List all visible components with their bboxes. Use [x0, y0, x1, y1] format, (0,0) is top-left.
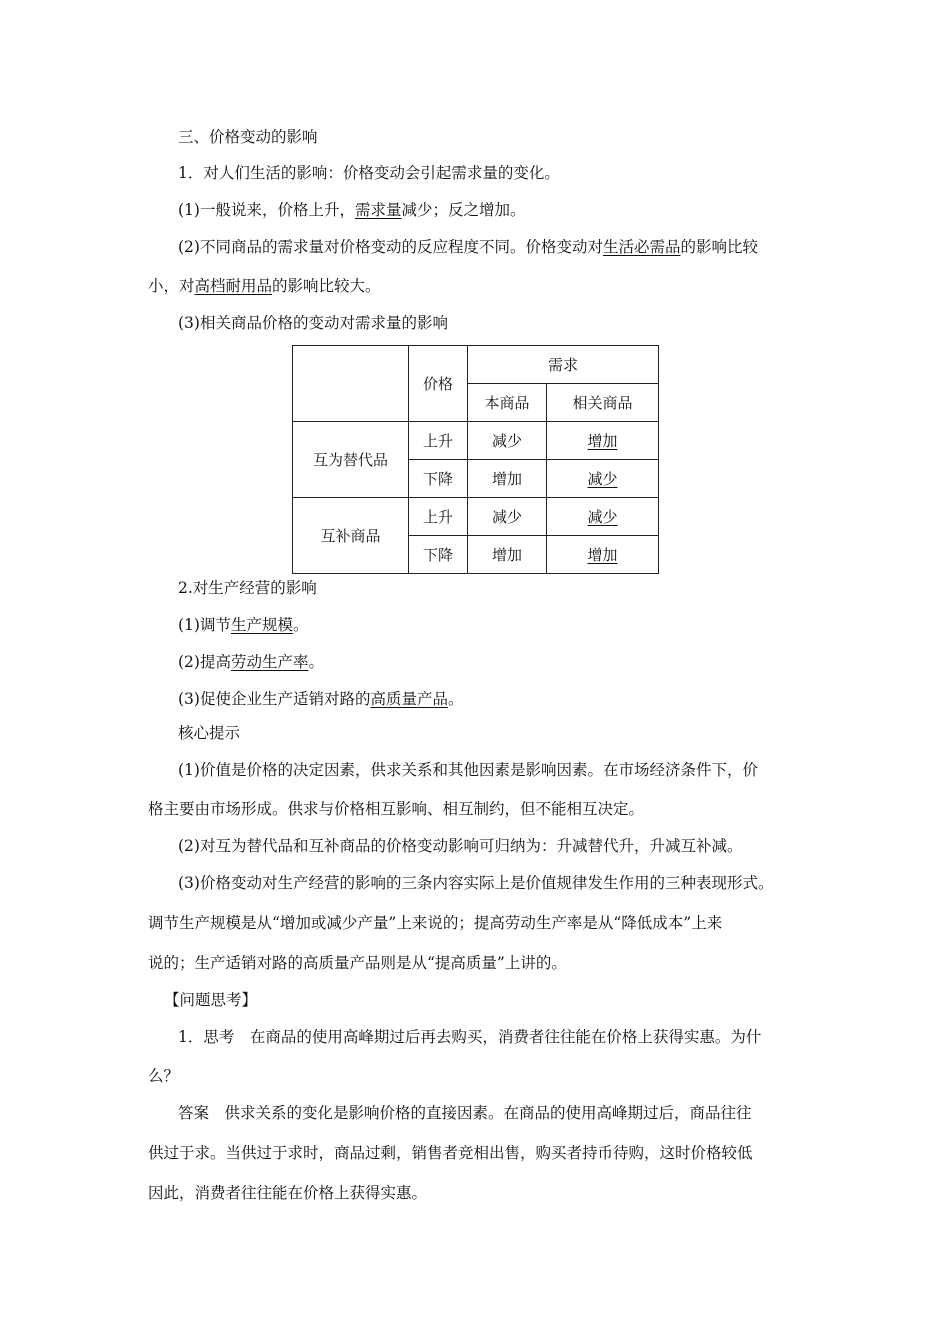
core-2: (2)对互为替代品和互补商品的价格变动影响可归纳为：升减替代升，升减互补减。 [178, 837, 743, 855]
underlined-term: 高档耐用品 [194, 277, 273, 295]
underlined-term: 高质量产品 [370, 690, 448, 708]
cell-this: 增加 [468, 460, 547, 498]
table-row [293, 498, 659, 536]
cell-related: 减少 [547, 460, 659, 498]
core-1-line2: 格主要由市场形成。供求与价格相互影响、相互制约，但不能相互决定。 [148, 800, 645, 818]
cell-this: 减少 [468, 498, 547, 536]
group-complements: 互补商品 [293, 498, 409, 574]
header-this-product: 本商品 [468, 384, 547, 422]
underlined-term: 劳动生产率 [230, 653, 309, 671]
paragraph-1: 1．对人们生活的影响：价格变动会引起需求量的变化。 [178, 164, 560, 182]
core-3-line2: 调节生产规模是从“增加或减少产量”上来说的；提高劳动生产率是从“降低成本”上来 [148, 914, 723, 932]
core-1-line1: (1)价值是价格的决定因素，供求关系和其他因素是影响因素。在市场经济条件下，价 [178, 761, 758, 779]
question-1-line1: 1．思考 在商品的使用高峰期过后再去购买，消费者往往能在价格上获得实惠。为什 [178, 1028, 762, 1046]
underlined-term: 生产规模 [230, 616, 293, 634]
paragraph-1-2-line1: (2)不同商品的需求量对价格变动的反应程度不同。价格变动对生活必需品的影响比较 [178, 238, 758, 256]
cell-price: 上升 [409, 422, 468, 460]
cell-price: 下降 [409, 460, 468, 498]
cell-related: 增加 [547, 536, 659, 574]
paragraph-2-2: (2)提高劳动生产率。 [178, 653, 324, 671]
cell-price: 上升 [409, 498, 468, 536]
answer-line3: 因此，消费者往往能在价格上获得实惠。 [148, 1184, 428, 1202]
table-row [293, 422, 659, 460]
paragraph-1-2-line2: 小，对高档耐用品的影响比较大。 [148, 277, 381, 295]
paragraph-2-1: (1)调节生产规模。 [178, 616, 309, 634]
table-corner-cell [293, 346, 409, 422]
question-1-line2: 么？ [148, 1067, 180, 1085]
answer-line1: 答案 供求关系的变化是影响价格的直接因素。在商品的使用高峰期过后，商品往往 [178, 1104, 752, 1122]
answer-line2: 供过于求。当供过于求时，商品过剩，销售者竞相出售，购买者持币待购，这时价格较低 [148, 1144, 753, 1162]
header-price: 价格 [409, 346, 468, 422]
core-3-line1: (3)价格变动对生产经营的影响的三条内容实际上是价值规律发生作用的三种表现形式。 [178, 874, 774, 892]
question-title: 【问题思考】 [164, 991, 258, 1009]
underlined-term: 生活必需品 [602, 238, 681, 256]
cell-this: 减少 [468, 422, 547, 460]
cell-related: 增加 [547, 422, 659, 460]
core-3-line3: 说的；生产适销对路的高质量产品则是从“提高质量”上讲的。 [148, 954, 567, 972]
price-effect-table [292, 345, 659, 574]
underlined-term: 需求量 [354, 201, 402, 219]
cell-this: 增加 [468, 536, 547, 574]
cell-related: 减少 [547, 498, 659, 536]
paragraph-1-1: (1)一般说来，价格上升，需求量减少；反之增加。 [178, 201, 526, 219]
header-demand: 需求 [468, 346, 659, 384]
header-related-product: 相关商品 [547, 384, 659, 422]
section-title: 三、价格变动的影响 [178, 128, 318, 146]
paragraph-1-3: (3)相关商品价格的变动对需求量的影响 [178, 314, 448, 332]
paragraph-2-3: (3)促使企业生产适销对路的高质量产品。 [178, 690, 464, 708]
paragraph-2: 2.对生产经营的影响 [178, 579, 317, 597]
core-title: 核心提示 [178, 724, 241, 742]
cell-price: 下降 [409, 536, 468, 574]
group-substitutes: 互为替代品 [293, 422, 409, 498]
